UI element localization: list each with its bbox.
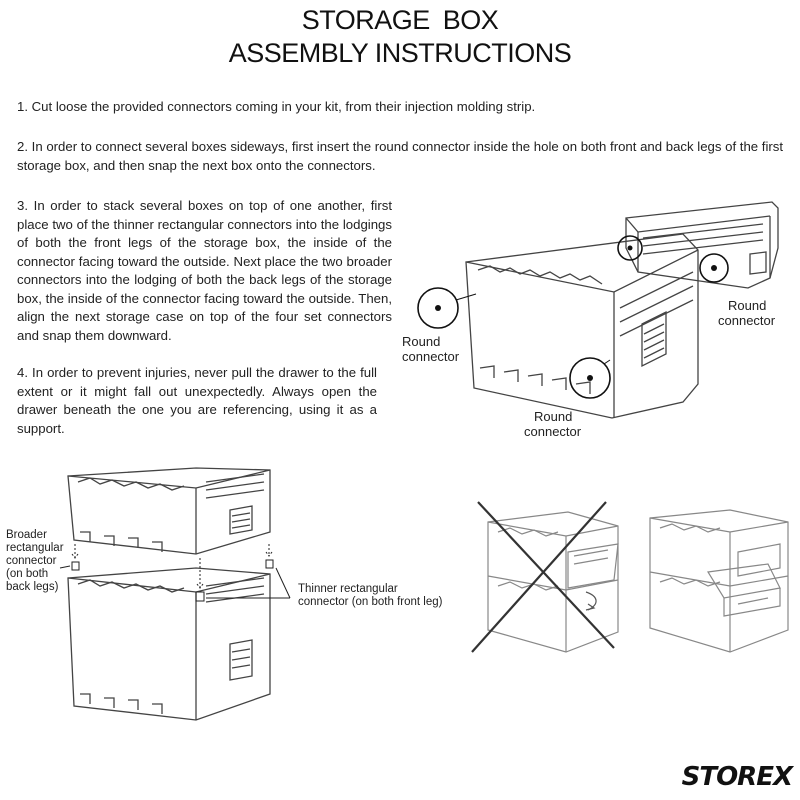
broader-connector-label: Broader rectangular connector (on both back legs) (6, 529, 64, 593)
side-connection-figure (398, 188, 790, 450)
round-connector-callouts (418, 236, 728, 398)
front-storage-box-drawing (466, 234, 698, 418)
stacking-figure (0, 458, 470, 738)
round-connector-label-left: Round connector (402, 334, 460, 364)
correct-usage-drawing (650, 510, 788, 652)
round-connector-pins (435, 246, 717, 382)
step-4-text: 4. In order to prevent injuries, never pull the drawer to the full extent or it might fall out unexpectedly. Always open the drawer beneath the one you are referencing, using it as a support. (17, 365, 377, 436)
step-1-text: 1. Cut loose the provided connectors coming in your kit, from their injection molding strip. (17, 99, 536, 114)
lower-storage-box-drawing (68, 568, 270, 720)
title-line-2: ASSEMBLY INSTRUCTIONS (228, 38, 572, 68)
thinner-connector-label: Thinner rectangular connector (on both front leg) (298, 583, 443, 608)
title-line-1: STORAGE BOX (301, 5, 499, 35)
document-title (0, 4, 800, 70)
round-connector-label-right: Round connector (718, 298, 776, 328)
drawer-safety-figure (468, 492, 800, 662)
round-connector-label-bottom: Round connector (524, 409, 582, 439)
step-3-text: 3. In order to stack several boxes on top of one another, first place two of the thinner rectangular connectors into the lodgings of both the front legs of the storage box, the inside of the connector facing toward the outside. Next place the two broader connectors into the lodging of both the back legs of the storage box, the inside of the connector facing toward the outside. Then, align the next storage case on top of the four set connectors and snap them downward. (17, 198, 392, 343)
storex-logo: STOREX (681, 762, 792, 792)
upper-storage-box-drawing (68, 468, 270, 554)
step-2-text: 2. In order to connect several boxes sideways, first insert the round connector inside the hole on both front and back legs of the first storage box, and then snap the next box onto the connectors. (17, 139, 784, 173)
